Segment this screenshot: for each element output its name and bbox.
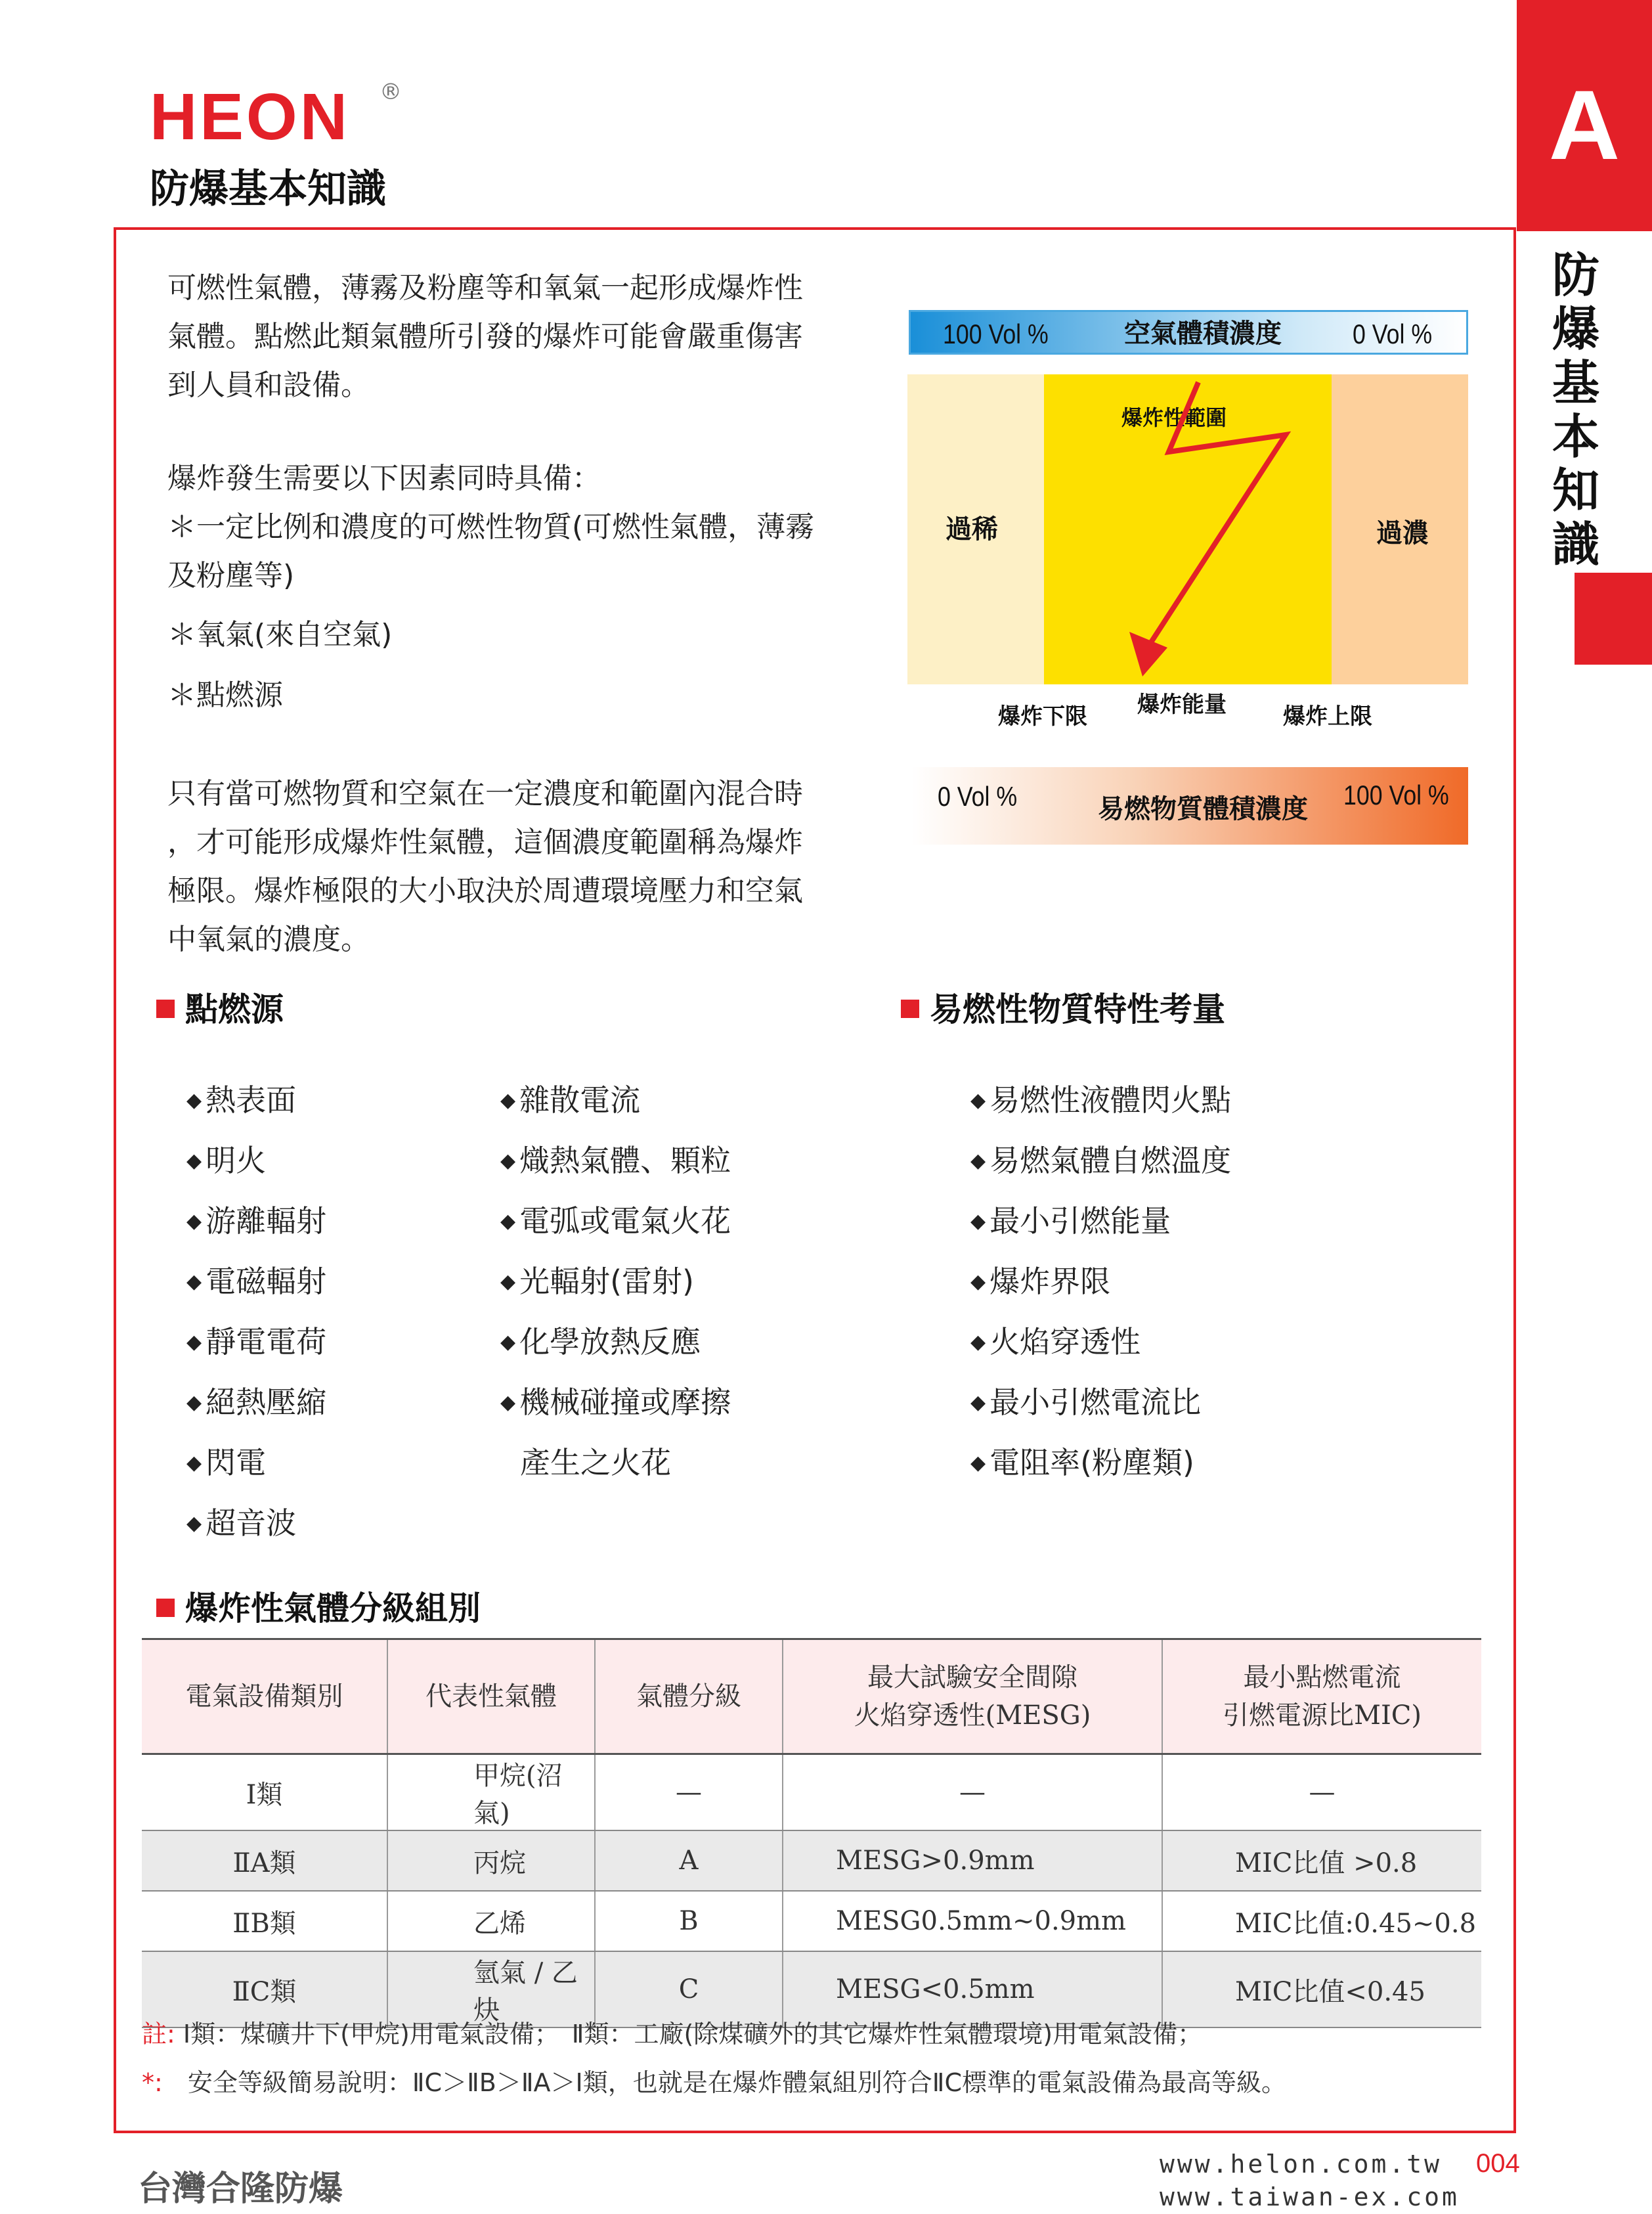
list-item: ◆ 雜散電流 [500,1082,641,1118]
list-item: ◆ 光輻射(雷射) [500,1264,694,1299]
page-title: 防爆基本知識 [150,166,386,212]
zone-lean-label: 過稀 [946,514,998,544]
flammable-section-title: 易燃性物質特性考量 [901,993,1225,1026]
fuel-title: 易燃物質體積濃度 [1098,794,1308,824]
list-item: ◆ 機械碰撞或摩擦 [500,1384,731,1420]
header-mic: 最小點燃電流 引燃電源比MIC) [1162,1639,1481,1754]
note-1: 註: Ⅰ類：煤礦井下(甲烷)用電氣設備； Ⅱ類：工廠(除煤礦外的其它爆炸性氣體環境)用電氣設備； [142,2020,1203,2048]
list-item: ◆ 超音波 [186,1505,297,1541]
air-title: 空氣體積濃度 [1124,319,1282,349]
table-row: Ⅰ類 甲烷(沼氣) — — — [142,1754,1481,1831]
list-item: ◆ 閃電 [186,1445,267,1480]
zone-range-label: 爆炸性範圍 [1121,405,1227,430]
intro-paragraph-3: 只有當可燃物質和空氣在一定濃度和範圍內混合時 ，才可能形成爆炸性氣體，這個濃度範圍稱為爆炸 極限。爆炸極限的大小取決於周遭環境壓力和空氣 中氧氣的濃度。 [167,777,803,956]
list-item: ◆ 明火 [186,1143,267,1178]
requirements-title: 爆炸發生需要以下因素同時具備： [167,462,601,495]
air-left-label: 100 Vol % [943,319,1049,349]
footer-url-2[interactable]: www.taiwan-ex.com [1160,2182,1460,2211]
page-number: 004 [1476,2149,1520,2178]
fuel-right-label: 100 Vol % [1343,780,1449,810]
header-equipment-class: 電氣設備類別 [142,1639,387,1754]
ignition-section-title: 點燃源 [156,993,284,1026]
table-row: ⅡC類 氫氣 / 乙炔 C MESG<0.5mm MIC比值<0.45 [142,1951,1481,2027]
list-item: ◆ 化學放熱反應 [500,1324,701,1360]
footer-url-1[interactable]: www.helon.com.tw [1160,2150,1443,2179]
intro-paragraph-2: 爆炸發生需要以下因素同時具備： ＊一定比例和濃度的可燃性物質(可燃性氣體，薄霧 及粉塵等) [167,454,883,600]
note-2: *: 安全等級簡易說明：ⅡC＞ⅡB＞ⅡA＞Ⅰ類，也就是在爆炸體氣組別符合ⅡC標準的電氣設備為最高等級。 [142,2068,1286,2097]
lower-limit-label: 爆炸下限 [998,703,1087,730]
list-item: ◆ 電阻率(粉塵類) [970,1445,1194,1480]
list-item: ◆ 游離輻射 [186,1203,327,1239]
list-item: ◆ 最小引燃能量 [970,1203,1171,1239]
energy-label: 爆炸能量 [1137,692,1227,718]
list-item: ◆ 絕熱壓縮 [186,1384,327,1420]
list-item-continuation: 產生之火花 [520,1445,671,1480]
side-accent-bar [1575,573,1652,665]
requirement-ignition: ＊點燃源 [167,678,283,712]
list-item: ◆ 熾熱氣體、顆粒 [500,1143,731,1178]
list-item: ◆ 靜電電荷 [186,1324,327,1360]
side-title: 防爆基本知識 [1552,248,1599,572]
air-right-label: 0 Vol % [1353,319,1433,349]
list-item: ◆ 電磁輻射 [186,1264,327,1299]
header-representative-gas: 代表性氣體 [387,1639,595,1754]
zone-rich-label: 過濃 [1376,518,1429,548]
list-item: ◆ 最小引燃電流比 [970,1384,1202,1420]
list-item: ◆ 易燃性液體閃火點 [970,1082,1232,1118]
brand-logo: HEON [150,80,350,154]
chapter-tab: A [1517,0,1652,231]
list-item: ◆ 爆炸界限 [970,1264,1111,1299]
upper-limit-label: 爆炸上限 [1283,703,1372,730]
list-item: ◆ 電弧或電氣火花 [500,1203,731,1239]
header-mesg: 最大試驗安全間隙 火焰穿透性(MESG) [783,1639,1162,1754]
gas-table-title: 爆炸性氣體分級組別 [156,1592,481,1625]
list-item: ◆ 火焰穿透性 [970,1324,1141,1360]
header-gas-group: 氣體分級 [595,1639,783,1754]
requirement-oxygen: ＊氧氣(來自空氣) [167,618,393,652]
table-row: ⅡB類 乙烯 B MESG0.5mm~0.9mm MIC比值:0.45~0.8 [142,1891,1481,1951]
gas-group-table [142,1638,1481,2028]
table-row: ⅡA類 丙烷 A MESG>0.9mm MIC比值 >0.8 [142,1830,1481,1891]
registered-mark: ® [380,79,402,105]
intro-paragraph-1: 可燃性氣體，薄霧及粉塵等和氧氣一起形成爆炸性 氣體。點燃此類氣體所引發的爆炸可能會嚴重傷害 到人員和設備。 [167,271,803,402]
list-item: ◆ 易燃氣體自燃溫度 [970,1143,1232,1178]
fuel-left-label: 0 Vol % [938,781,1018,812]
lightning-arrow-icon [1044,374,1332,684]
list-item: ◆ 熱表面 [186,1082,297,1118]
footer-company: 台灣合隆防爆 [138,2169,343,2209]
